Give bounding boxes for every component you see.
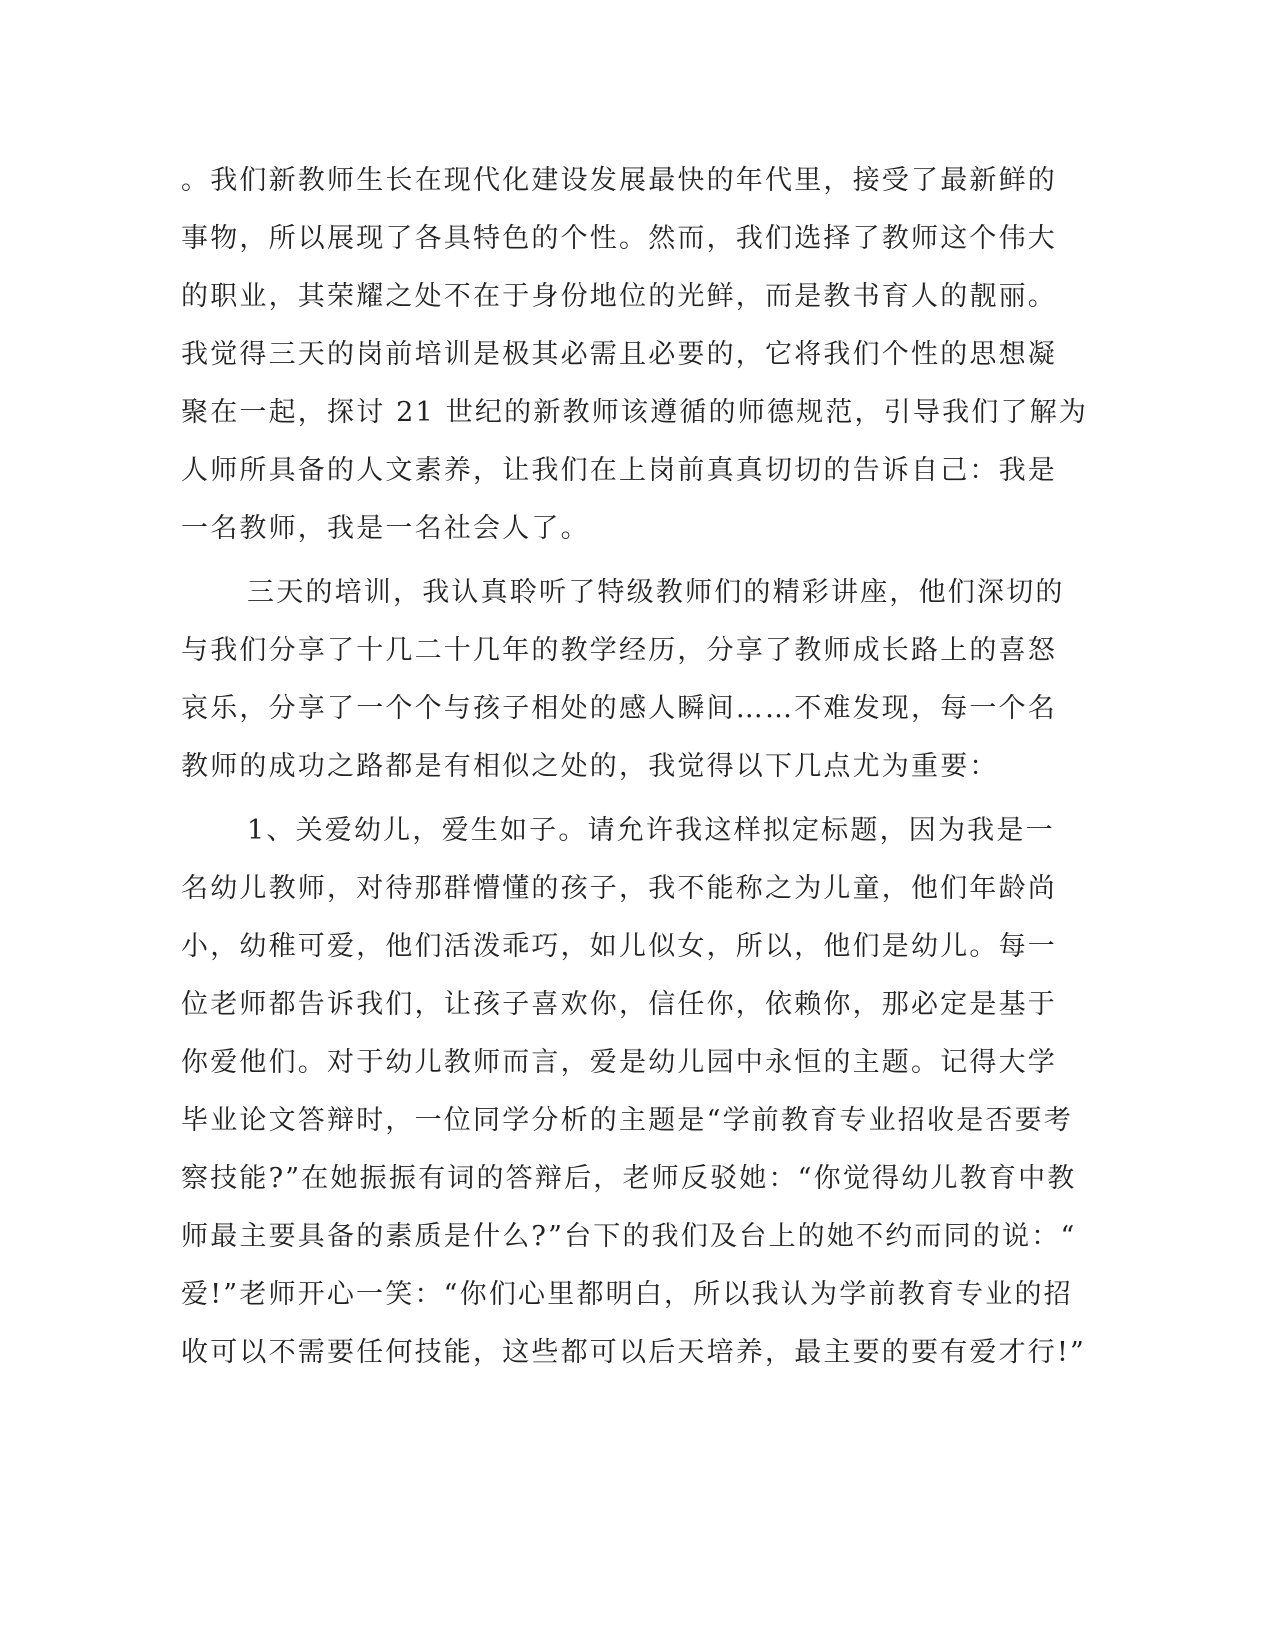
text-line: 事物，所以展现了各具特色的个性。然而，我们选择了教师这个伟大	[181, 223, 1057, 254]
text-line: 小，幼稚可爱，他们活泼乖巧，如儿似女，所以，他们是幼儿。每一	[181, 931, 1057, 962]
text-line: 人师所具备的人文素养，让我们在上岗前真真切切的告诉自己：我是	[181, 455, 1057, 486]
text-line: 教师的成功之路都是有相似之处的，我觉得以下几点尤为重要：	[181, 751, 999, 782]
text-line: 哀乐，分享了一个个与孩子相处的感人瞬间……不难发现，每一个名	[181, 693, 1057, 724]
paragraph-first-line: 三天的培训，我认真聆听了特级教师们的精彩讲座，他们深切的	[247, 577, 1065, 608]
text-line: 名幼儿教师，对待那群懵懂的孩子，我不能称之为儿童，他们年龄尚	[181, 873, 1057, 904]
text-line: 你爱他们。对于幼儿教师而言，爱是幼儿园中永恒的主题。记得大学	[181, 1047, 1057, 1078]
text-line: 察技能?”在她振振有词的答辩后，老师反驳她：“你觉得幼儿教育中教	[181, 1163, 1077, 1194]
text-line: 位老师都告诉我们，让孩子喜欢你，信任你，依赖你，那必定是基于	[181, 989, 1057, 1020]
text-line: 收可以不需要任何技能，这些都可以后天培养，最主要的要有爱才行!”	[181, 1337, 1087, 1368]
text-line: 我觉得三天的岗前培训是极其必需且必要的，它将我们个性的思想凝	[181, 339, 1057, 370]
text-line: 一名教师，我是一名社会人了。	[181, 513, 590, 544]
text-line: 爱!”老师开心一笑：“你们心里都明白，所以我认为学前教育专业的招	[181, 1279, 1073, 1310]
text-line: 与我们分享了十几二十几年的教学经历，分享了教师成长路上的喜怒	[181, 635, 1057, 666]
paragraph-first-line: 1、关爱幼儿，爱生如子。请允许我这样拟定标题，因为我是一	[247, 815, 1055, 846]
text-line: 的职业，其荣耀之处不在于身份地位的光鲜，而是教书育人的靓丽。	[181, 281, 1057, 312]
text-line: 师最主要具备的素质是什么?”台下的我们及台上的她不约而同的说：“	[181, 1221, 1077, 1252]
text-line: 聚在一起，探讨 21 世纪的新教师该遵循的师德规范，引导我们了解为	[181, 397, 1089, 428]
text-line: 毕业论文答辩时，一位同学分析的主题是“学前教育专业招收是否要考	[181, 1105, 1074, 1136]
text-line: 。我们新教师生长在现代化建设发展最快的年代里，接受了最新鲜的	[181, 165, 1057, 196]
